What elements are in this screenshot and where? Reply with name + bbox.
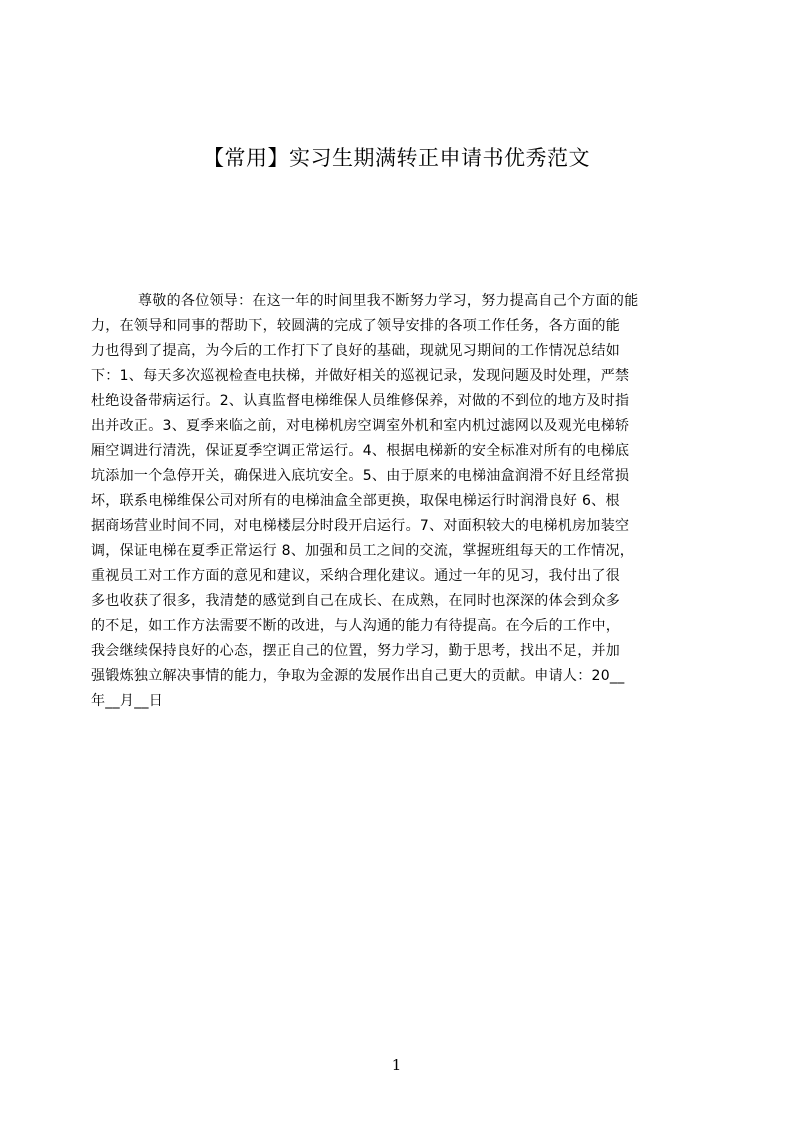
body-line: 出并改正。3、夏季来临之前，对电梯机房空调室外机和室内机过滤网以及观光电梯轿 — [91, 418, 630, 434]
body-line: 调，保证电梯在夏季正常运行 8、加强和员工之间的交流，掌握班组每天的工作情况， — [91, 543, 635, 559]
body-line: 我会继续保持良好的心态，摆正自己的位置，努力学习，勤于思考，找出不足，并加 — [91, 643, 621, 659]
body-line: 厢空调进行清洗，保证夏季空调正常运行。4、根据电梯新的安全标准对所有的电梯底 — [91, 443, 630, 459]
document-title: 【常用】实习生期满转正申请书优秀范文 — [203, 146, 590, 170]
body-line: 强锻炼独立解决事情的能力，争取为金源的发展作出自己更大的贡献。申请人：20__ — [91, 668, 625, 684]
body-line: 尊敬的各位领导：在这一年的时间里我不断努力学习，努力提高自己个方面的能 — [138, 293, 639, 309]
body-line: 多也收获了很多，我清楚的感觉到自己在成长、在成熟，在同时也深深的体会到众多 — [91, 593, 621, 609]
body-line: 的不足，如工作方法需要不断的改进，与人沟通的能力有待提高。在今后的工作中， — [91, 618, 621, 634]
body-line: 重视员工对工作方面的意见和建议，采纳合理化建议。通过一年的见习，我付出了很 — [91, 568, 621, 584]
body-line: 据商场营业时间不同，对电梯楼层分时段开启运行。7、对面积较大的电梯机房加装空 — [91, 518, 630, 534]
body-line: 力也得到了提高，为今后的工作打下了良好的基础，现就见习期间的工作情况总结如 — [91, 343, 621, 359]
body-line: 下：1、每天多次巡视检查电扶梯，并做好相关的巡视记录，发现问题及时处理，严禁 — [91, 368, 630, 384]
body-line: 年__月__日 — [91, 693, 164, 709]
document-body — [91, 289, 697, 749]
body-line: 力，在领导和同事的帮助下，较圆满的完成了领导安排的各项工作任务，各方面的能 — [91, 318, 621, 334]
body-line: 坏，联系电梯维保公司对所有的电梯油盒全部更换，取保电梯运行时润滑良好 6、根 — [91, 493, 620, 509]
page-number: 1 — [391, 1056, 402, 1074]
body-line: 杜绝设备带病运行。2、认真监督电梯维保人员维修保养，对做的不到位的地方及时指 — [91, 393, 630, 409]
body-line: 坑添加一个急停开关，确保进入底坑安全。5、由于原来的电梯油盒润滑不好且经常损 — [91, 468, 630, 484]
